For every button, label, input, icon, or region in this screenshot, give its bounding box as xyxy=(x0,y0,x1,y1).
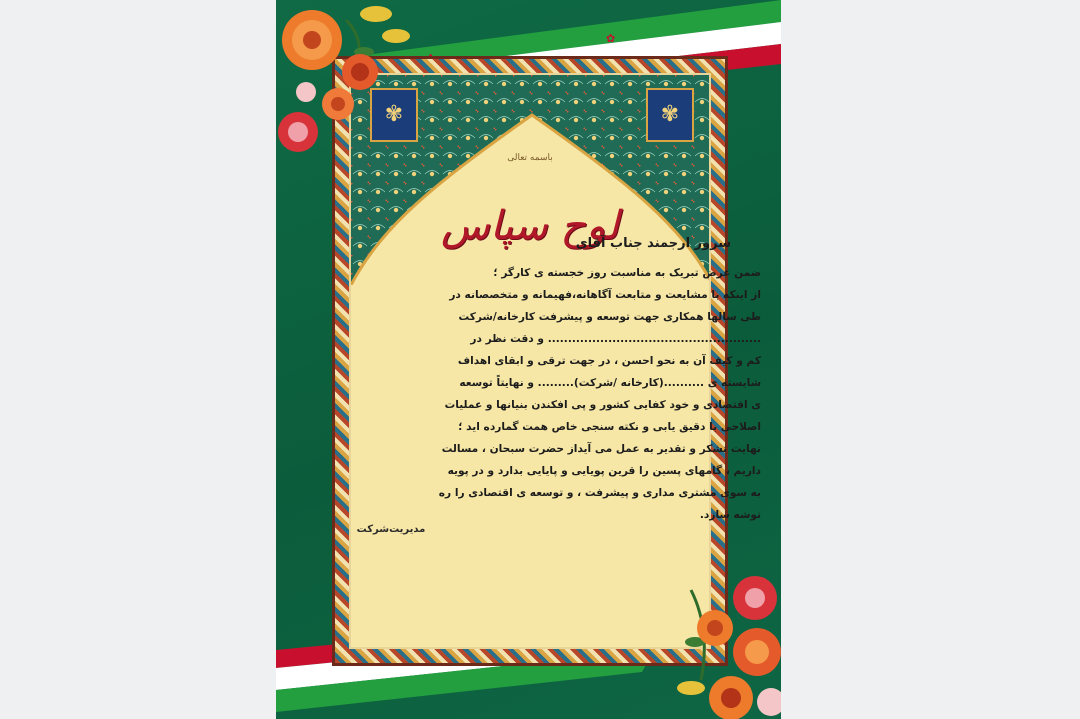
svg-text:✿: ✿ xyxy=(606,32,616,45)
flowers-bottom-right xyxy=(671,570,781,719)
body-line: اصلاحی با دقیق یابی و نکته سنجی خاص همت گمارده اید ؛ xyxy=(458,421,761,433)
bismillah-emblem: باسمه تعالی xyxy=(507,153,553,163)
salutation: سرور ارجمند جناب آقای xyxy=(575,236,731,251)
body-line: داریم ، گامهای پسین را قرین پویایی و پایایی بدارد و در پویه xyxy=(447,465,761,477)
body-line: ..................................................... و دقت نظر در xyxy=(470,333,761,345)
certificate-title: لوح سپاس xyxy=(441,203,619,249)
flowers-top-left xyxy=(276,0,416,170)
body-line: توشه سازد. xyxy=(699,509,761,521)
body-line: نهایت تشکر و تقدیر به عمل می آیداز حضرت سبحان ، مسالت xyxy=(441,443,761,455)
body-line: به سوی مشتری مداری و پیشرفت ، و توسعه ی اقتصادی را ره xyxy=(438,487,761,499)
certificate-poster xyxy=(276,0,781,719)
body-line: ی اقتصادی و خود کفایی کشور و پی افکندن بنیانها و عملیات xyxy=(444,399,761,411)
body-line: ضمن عرض تبریک به مناسبت روز خجسته ی کارگر ؛ xyxy=(493,267,761,279)
certificate-body xyxy=(294,262,761,526)
svg-text:✾: ✾ xyxy=(384,102,404,127)
body-line: شایسته ی ..........(کارخانه /شرکت)......... و نهایتاً توسعه xyxy=(459,377,761,389)
signature: مدیریت‌شرکت xyxy=(356,524,426,535)
body-line: از اینکه با مشایعت و متابعت آگاهانه،فهیمانه و متخصصانه در xyxy=(449,289,761,301)
body-line: طی سالها همکاری جهت توسعه و پیشرفت کارخانه/شرکت xyxy=(458,311,761,323)
body-line: کم و کیف آن به نحو احسن ، در جهت ترقی و ابقای اهداف xyxy=(457,355,761,367)
svg-text:✾: ✾ xyxy=(660,102,680,127)
